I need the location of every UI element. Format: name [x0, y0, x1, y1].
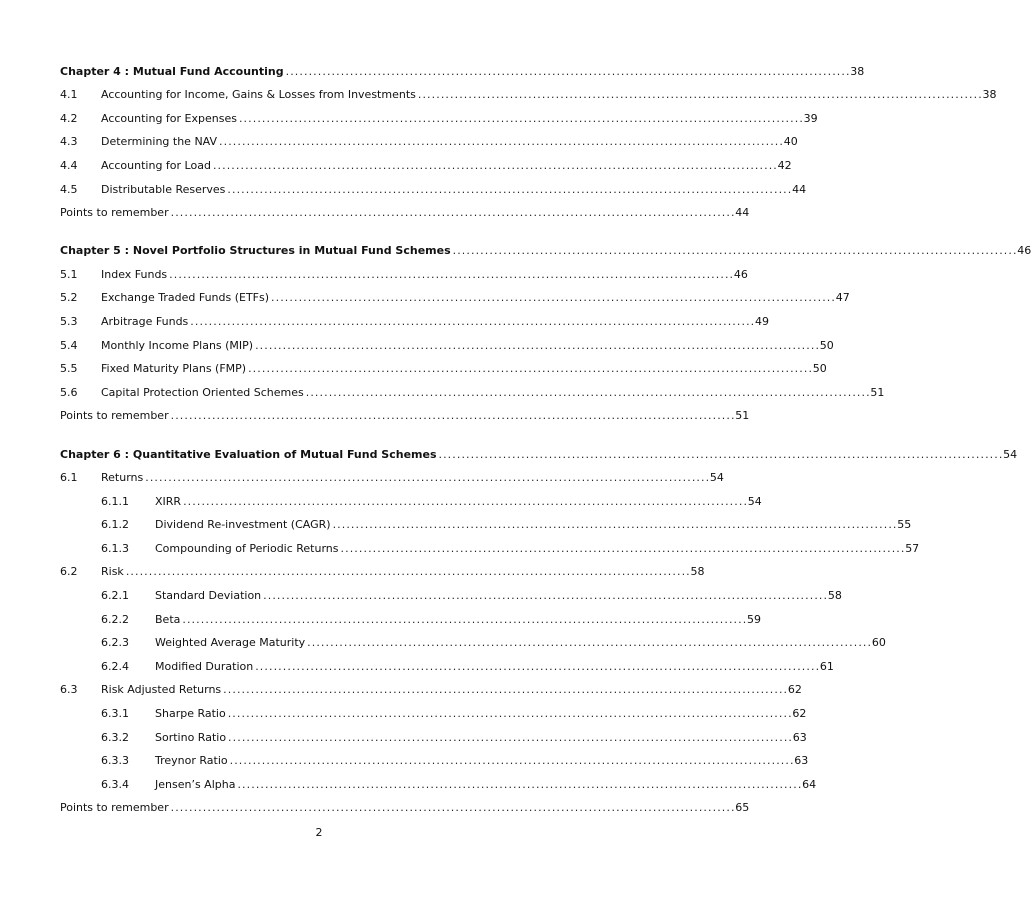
toc-dot-leader: [306, 386, 869, 399]
toc-dot-leader: [171, 206, 734, 219]
toc-entry-title: Chapter 5 : Novel Portfolio Structures in Mutual Fund Schemes: [60, 244, 451, 258]
toc-chapter-row[interactable]: [60, 234, 1031, 258]
toc-page-number: 44: [735, 206, 750, 220]
toc-section-number: 5.3: [60, 315, 78, 329]
toc-page-number: 61: [819, 659, 834, 673]
toc-dot-leader: [263, 589, 826, 602]
toc-dot-leader: [271, 291, 834, 304]
toc-entry-title: Returns: [101, 471, 144, 485]
toc-entry-title: Fixed Maturity Plans (FMP): [101, 362, 247, 376]
toc-section-number: 6.2.1: [101, 589, 129, 603]
toc-entry-title: Dividend Re-investment (CAGR): [155, 518, 331, 532]
toc-row[interactable]: [60, 484, 762, 508]
toc-section-number: 4.2: [60, 111, 78, 125]
toc-section-number: 6.2.4: [101, 659, 129, 673]
toc-dot-leader: [286, 65, 849, 78]
table-of-contents: [60, 54, 1031, 815]
toc-page-number: 47: [835, 291, 850, 305]
toc-section-number: 5.4: [60, 338, 78, 352]
toc-row[interactable]: [60, 555, 705, 579]
toc-section-number: 5.2: [60, 291, 78, 305]
toc-page-number: 38: [982, 88, 997, 102]
toc-dot-leader: [228, 707, 791, 720]
toc-dot-leader: [145, 471, 708, 484]
toc-entry-title: Determining the NAV: [101, 135, 218, 149]
toc-chapter-row[interactable]: [60, 54, 865, 78]
toc-dot-leader: [453, 244, 1016, 257]
toc-page-number: 39: [803, 111, 818, 125]
toc-dot-leader: [255, 339, 818, 352]
toc-page-number: 51: [735, 409, 750, 423]
toc-page-number: 63: [794, 754, 809, 768]
toc-row[interactable]: [60, 531, 920, 555]
toc-row[interactable]: [60, 304, 769, 329]
toc-row[interactable]: [60, 375, 885, 399]
toc-row[interactable]: [60, 696, 807, 721]
toc-dot-leader: [230, 754, 793, 767]
toc-section-number: 4.3: [60, 135, 78, 149]
toc-entry-title: Chapter 6 : Quantitative Evaluation of Mutual Fund Schemes: [60, 447, 437, 461]
toc-entry-title: Beta: [155, 612, 181, 626]
toc-dot-leader: [307, 636, 870, 649]
toc-page-number: 42: [777, 158, 792, 172]
toc-dot-leader: [213, 159, 776, 172]
toc-entry-title: Jensen’s Alpha: [155, 777, 236, 791]
toc-dot-leader: [183, 495, 746, 508]
toc-section-number: 6.1.3: [101, 541, 129, 555]
toc-page-number: 57: [905, 541, 920, 555]
toc-row[interactable]: [60, 352, 827, 376]
toc-page-number: 51: [870, 385, 885, 399]
toc-entry-title: Treynor Ratio: [155, 754, 228, 768]
toc-entry-title: XIRR: [155, 494, 182, 508]
toc-entry-title: Arbitrage Funds: [101, 315, 189, 329]
toc-row[interactable]: [60, 399, 750, 423]
toc-dot-leader: [171, 409, 734, 422]
toc-row[interactable]: [60, 649, 834, 673]
toc-section-number: 6.2.3: [101, 636, 129, 650]
toc-dot-leader: [341, 542, 904, 555]
toc-section-number: 5.6: [60, 385, 78, 399]
toc-section-number: 5.5: [60, 362, 78, 376]
toc-section-number: 6.1.1: [101, 494, 129, 508]
toc-entry-title: Distributable Reserves: [101, 182, 226, 196]
toc-row[interactable]: [60, 508, 912, 532]
toc-dot-leader: [228, 731, 791, 744]
toc-dot-leader: [182, 613, 745, 626]
toc-section-number: 6.2.2: [101, 612, 129, 626]
toc-entry-title: Modified Duration: [155, 659, 254, 673]
toc-entry-title: Compounding of Periodic Returns: [155, 541, 339, 555]
toc-section-number: 6.3.4: [101, 777, 129, 791]
toc-section-number: 4.4: [60, 158, 78, 172]
toc-page-number: 60: [871, 636, 886, 650]
toc-section-number: 6.3.3: [101, 754, 129, 768]
toc-page-number: 54: [709, 471, 724, 485]
toc-page-number: 55: [897, 518, 912, 532]
toc-row[interactable]: [60, 78, 997, 102]
toc-entry-title: Index Funds: [101, 267, 168, 281]
toc-row[interactable]: [60, 602, 762, 626]
toc-page-number: 64: [802, 777, 817, 791]
toc-page-number: 59: [747, 612, 762, 626]
toc-page-number: 40: [783, 135, 798, 149]
toc-page-number: 62: [792, 707, 807, 721]
toc-page-number: 58: [690, 565, 705, 579]
toc-entry-title: Chapter 4 : Mutual Fund Accounting: [60, 64, 284, 78]
toc-dot-leader: [126, 565, 689, 578]
toc-dot-leader: [248, 362, 811, 375]
toc-dot-leader: [418, 88, 981, 101]
toc-entry-title: Exchange Traded Funds (ETFs): [101, 291, 270, 305]
toc-entry-title: Points to remember: [60, 206, 169, 220]
toc-page-number: 38: [850, 64, 865, 78]
toc-page-number: 58: [827, 589, 842, 603]
page-number: 2: [315, 826, 323, 839]
toc-entry-title: Standard Deviation: [155, 589, 262, 603]
toc-entry-title: Points to remember: [60, 409, 169, 423]
toc-row[interactable]: [60, 767, 817, 791]
toc-page-number: 50: [819, 338, 834, 352]
toc-row[interactable]: [60, 791, 750, 815]
toc-row[interactable]: [60, 578, 842, 603]
toc-row[interactable]: [60, 626, 886, 650]
toc-dot-leader: [171, 801, 734, 814]
toc-row[interactable]: [60, 196, 750, 220]
toc-entry-title: Weighted Average Maturity: [155, 636, 306, 650]
toc-dot-leader: [223, 683, 786, 696]
toc-dot-leader: [255, 660, 818, 673]
toc-page-number: 54: [747, 494, 762, 508]
toc-row[interactable]: [60, 101, 818, 125]
toc-section-number: 4.5: [60, 182, 78, 196]
toc-row[interactable]: [60, 744, 809, 768]
toc-dot-leader: [237, 778, 800, 791]
toc-section-number: 6.3.1: [101, 707, 129, 721]
toc-entry-title: Sortino Ratio: [155, 730, 227, 744]
toc-entry-title: Capital Protection Oriented Schemes: [101, 385, 304, 399]
toc-entry-title: Monthly Income Plans (MIP): [101, 338, 254, 352]
toc-section-number: 6.1: [60, 471, 78, 485]
toc-dot-leader: [219, 135, 782, 148]
toc-entry-title: Sharpe Ratio: [155, 707, 226, 721]
toc-section-number: 6.3: [60, 683, 78, 697]
toc-row[interactable]: [60, 257, 748, 281]
toc-page-number: 46: [1017, 244, 1031, 258]
toc-dot-leader: [169, 268, 732, 281]
toc-row[interactable]: [60, 328, 834, 352]
toc-page-number: 62: [787, 683, 802, 697]
toc-section-number: 4.1: [60, 88, 78, 102]
toc-dot-leader: [333, 518, 896, 531]
toc-entry-title: Risk Adjusted Returns: [101, 683, 222, 697]
toc-row[interactable]: [60, 461, 724, 485]
toc-dot-leader: [439, 448, 1002, 461]
toc-chapter-row[interactable]: [60, 437, 1018, 461]
toc-row[interactable]: [60, 720, 807, 744]
toc-entry-title: Accounting for Expenses: [101, 111, 237, 125]
toc-row[interactable]: [60, 172, 807, 196]
toc-entry-title: Points to remember: [60, 801, 169, 815]
toc-dot-leader: [190, 315, 753, 328]
toc-row[interactable]: [60, 281, 850, 305]
toc-row[interactable]: [60, 125, 798, 149]
toc-entry-title: Risk: [101, 565, 124, 579]
toc-page-number: 54: [1003, 447, 1018, 461]
toc-row[interactable]: [60, 148, 792, 172]
toc-dot-leader: [239, 112, 802, 125]
toc-section-number: 5.1: [60, 267, 78, 281]
toc-entry-title: Accounting for Income, Gains & Losses from Investments: [101, 88, 416, 102]
toc-section-number: 6.1.2: [101, 518, 129, 532]
toc-page-number: 44: [792, 182, 807, 196]
toc-dot-leader: [227, 183, 790, 196]
toc-section-number: 6.2: [60, 565, 78, 579]
toc-page-number: 50: [812, 362, 827, 376]
toc-page-number: 49: [754, 315, 769, 329]
toc-page-number: 65: [735, 801, 750, 815]
toc-page-number: 63: [792, 730, 807, 744]
toc-entry-title: Accounting for Load: [101, 158, 211, 172]
toc-row[interactable]: [60, 673, 802, 697]
toc-page-number: 46: [733, 267, 748, 281]
toc-section-number: 6.3.2: [101, 730, 129, 744]
